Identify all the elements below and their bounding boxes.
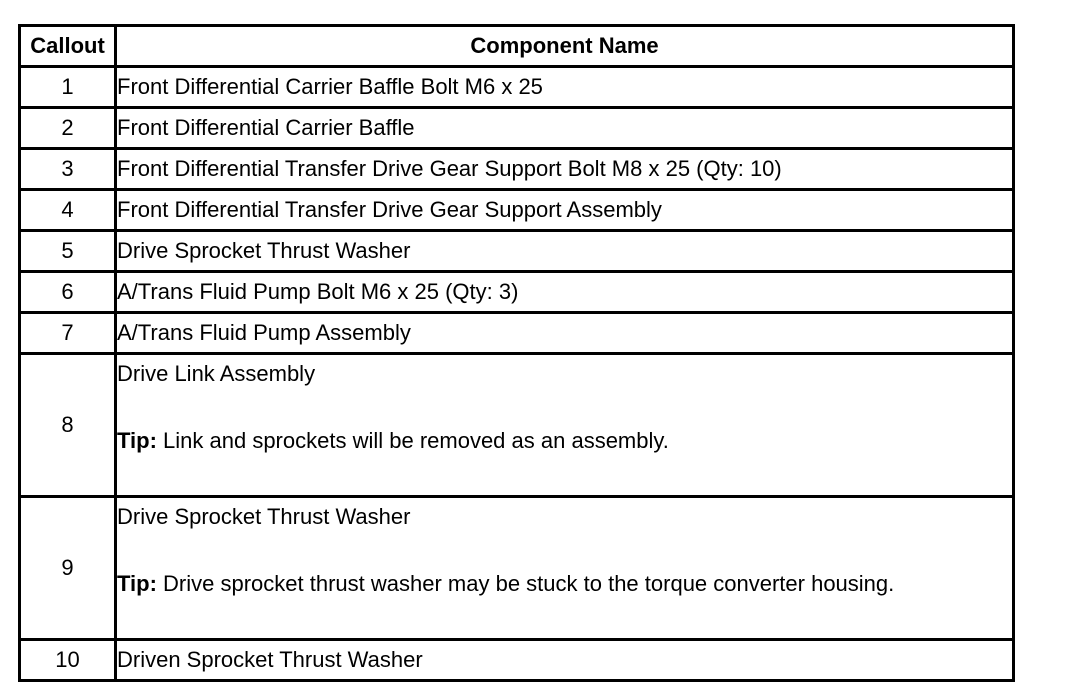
component-name-column-header: Component Name <box>116 26 1014 67</box>
callout-number: 6 <box>20 272 116 313</box>
component-name: Front Differential Carrier Baffle Bolt M6 x 25 <box>116 67 1014 108</box>
component-name: A/Trans Fluid Pump Bolt M6 x 25 (Qty: 3) <box>116 272 1014 313</box>
component-name: Front Differential Carrier Baffle <box>116 108 1014 149</box>
callout-number: 9 <box>20 497 116 640</box>
callout-number: 1 <box>20 67 116 108</box>
component-cell <box>116 497 1014 640</box>
component-name: Front Differential Transfer Drive Gear Support Assembly <box>116 190 1014 231</box>
tip-note <box>117 429 1012 453</box>
table-row <box>20 149 1014 190</box>
component-name: Drive Sprocket Thrust Washer <box>116 231 1014 272</box>
component-name: A/Trans Fluid Pump Assembly <box>116 313 1014 354</box>
table-row <box>20 231 1014 272</box>
callout-number: 2 <box>20 108 116 149</box>
table-row <box>20 354 1014 497</box>
callout-number: 10 <box>20 640 116 681</box>
component-table <box>18 24 1015 682</box>
component-name: Drive Sprocket Thrust Washer <box>117 504 411 529</box>
component-name: Drive Link Assembly <box>117 361 316 386</box>
callout-number: 7 <box>20 313 116 354</box>
table-row <box>20 190 1014 231</box>
callout-number: 3 <box>20 149 116 190</box>
component-name: Front Differential Transfer Drive Gear Support Bolt M8 x 25 (Qty: 10) <box>116 149 1014 190</box>
table-row <box>20 313 1014 354</box>
component-name: Driven Sprocket Thrust Washer <box>116 640 1014 681</box>
tip-note <box>117 572 1012 596</box>
component-cell <box>116 354 1014 497</box>
tip-text: Link and sprockets will be removed as an assembly. <box>156 428 669 453</box>
callout-number: 4 <box>20 190 116 231</box>
table-row <box>20 497 1014 640</box>
tip-label: Tip: <box>117 428 157 453</box>
table-row <box>20 640 1014 681</box>
tip-label: Tip: <box>117 571 157 596</box>
callout-column-header: Callout <box>20 26 116 67</box>
table-header-row <box>20 26 1014 67</box>
table-row <box>20 67 1014 108</box>
callout-number: 8 <box>20 354 116 497</box>
tip-text: Drive sprocket thrust washer may be stuck to the torque converter housing. <box>156 571 895 596</box>
table-row <box>20 108 1014 149</box>
table-row <box>20 272 1014 313</box>
callout-number: 5 <box>20 231 116 272</box>
